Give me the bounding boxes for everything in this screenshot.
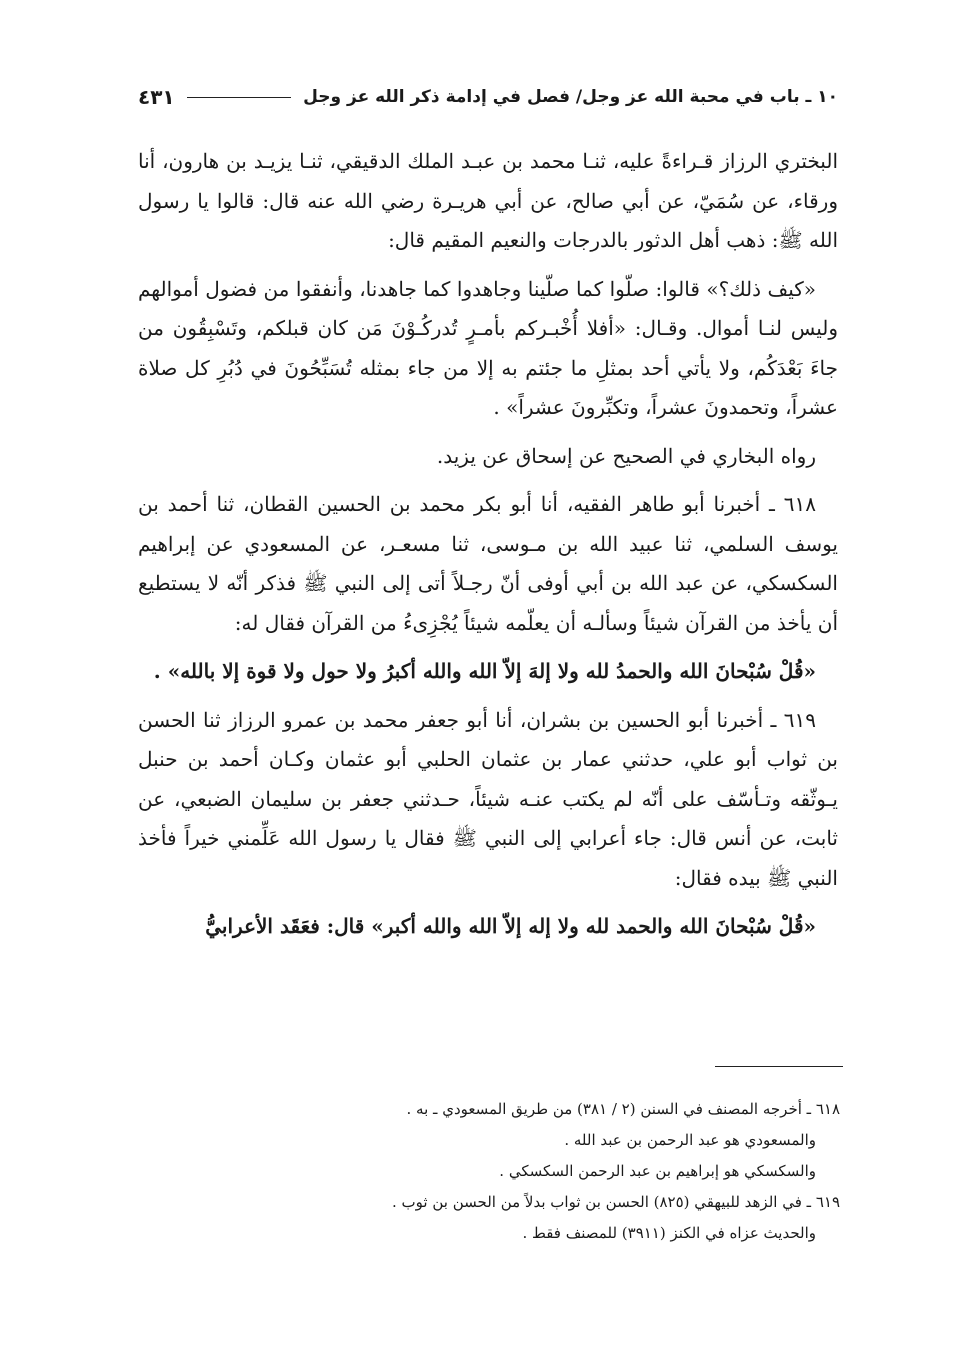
- footnotes: [200, 1094, 840, 1249]
- footnote-618-note-1: والمسعودي هو عبد الرحمن بن عبد الله .: [564, 1131, 816, 1149]
- paragraph-hadith-618: ٦١٨ ـ أخبرنا أبو طاهر الفقيه، أنا أبو بكر محمد بن الحسين القطان، ثنا أحمد بن يوسف السلمي، ثنا عبيد الله بن مـوسى، ثنا مسعـر، عن المسعودي عن إبراهيم السكسكي، عن عبد الله بن أبي أوفى أنّ رجـلاً أتى إلى النبي ﷺ فذكر أنّه لا يستطيع أن يأخذ من القرآن شيئاً وسألـه أن يعلّمه شيئاً يُجْزِىءُ من القرآن فقال له:: [138, 492, 838, 635]
- footnote-619-note-1: والحديث عزاه في الكنز (٣٩١١) للمصنف فقط .: [522, 1224, 816, 1242]
- paragraph-dhikr-618: «قُلْ سُبْحانَ الله والحمدُ لله ولا إلهَ إلاّ الله والله أكبرُ ولا حول ولا قوة إلا بالله» .: [153, 659, 816, 683]
- page-number: ٤٣١: [138, 85, 175, 109]
- footnote-618: ٦١٨ ـ أخرجه المصنف في السنن (٢ / ٣٨١) من طريق المسعودي ـ به .: [406, 1100, 840, 1118]
- footnote-divider: [715, 1066, 843, 1067]
- footnote-618-note-2: والسكسكي هو إبراهيم بن عبد الرحمن السكسكي .: [499, 1162, 816, 1180]
- paragraph-attribution: رواه البخاري في الصحيح عن إسحاق عن يزيد.: [436, 443, 816, 468]
- paragraph-hadith-619: ٦١٩ ـ أخبرنا أبو الحسين بن بشران، أنا أبو جعفر محمد بن عمرو الرزاز ثنا الحسن بن ثواب أبو علي، حدثني عمار بن عثمان الحلبي أبو عثمان وكـان أحمد بن حنبل يـوثّقه وتـأسّف على أنّه لم يكتب عنـه شيئاً، حـدثني جعفر بن سليمان الضبعي، عن ثابت، عن أنس قال: جاء أعرابي إلى النبي ﷺ فقال يا رسول الله عَلِّمني خيراً فأخذ النبي ﷺ بيده فقال:: [138, 707, 838, 890]
- main-text: [138, 142, 838, 956]
- footnote-619: ٦١٩ ـ في الزهد للبيهقي (٨٢٥) الحسن بن ثواب بدلاً من الحسن بن ثوب .: [392, 1193, 840, 1211]
- header-rule: [187, 97, 291, 98]
- paragraph-continuation: البختري الرزاز قـراءةً عليه، ثنـا محمد بن عبـد الملك الدقيقي، ثنـا يزيـد بن هارون، أنا ورقاء، عن سُمَيّ، عن أبي صالح، عن أبي هريـرة رضي الله عنه قال: قالوا يا رسول الله ﷺ: ذهب أهل الدثور بالدرجات والنعيم المقيم قال:: [138, 149, 838, 252]
- paragraph-hadith-quote: «كيف ذلك؟» قالوا: صلّوا كما صلّينا وجاهدوا كما جاهدنا، وأنفقوا من فضول أموالهم وليس لنـا أموال. وقـال: «أفلا أُخْبـركم بأمـرٍ تُدركُـوْنَ مَن كان قبلكم، وتَسْبِقُون من جاءَ بَعْدَكُم، ولا يأتي أحد بمثلِ ما جئتم به إلا من جاء بمثله تُسَبِّحُونَ في دُبُرِ كل صلاة عشراً، وتحمدونَ عشراً، وتكبِّرونَ عشراً» .: [138, 276, 838, 419]
- paragraph-dhikr-619: «قُلْ سُبْحانَ الله والحمد لله ولا إله إلاّ الله والله أكبر» قال: فعَقَد الأعرابيُّ: [205, 914, 816, 938]
- running-header: [138, 80, 838, 114]
- chapter-title: ١٠ ـ باب في محبة الله عز وجل/ فصل في إدامة ذكر الله عز وجل: [303, 87, 838, 107]
